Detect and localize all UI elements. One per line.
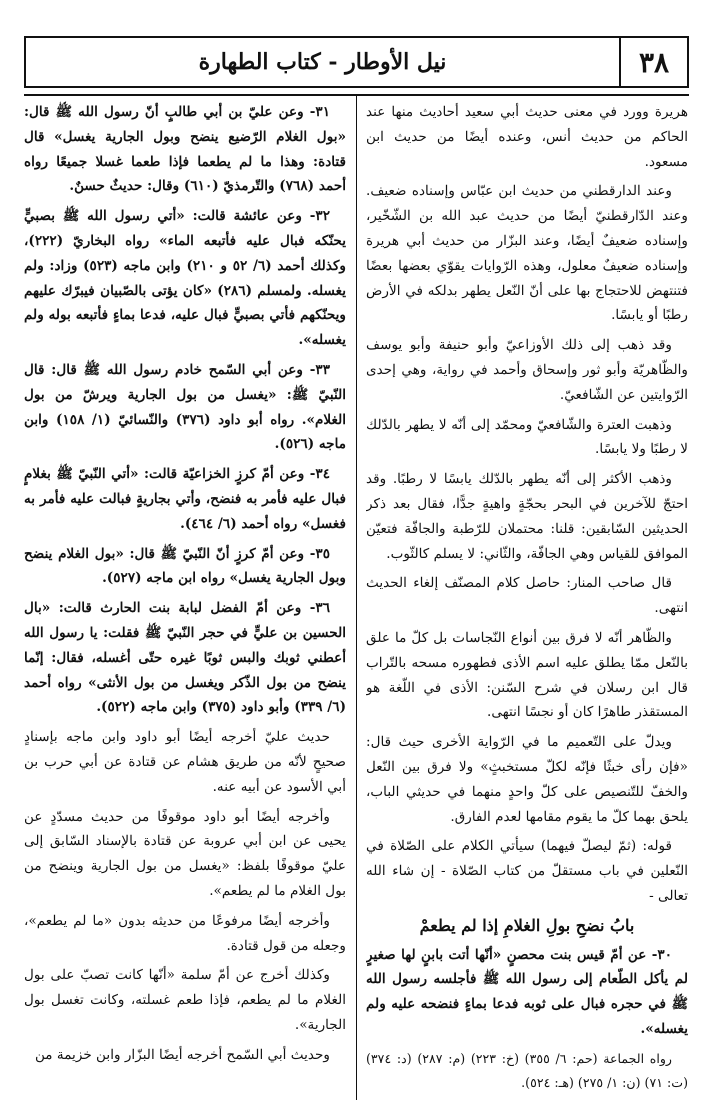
hadith-source: رواه الجماعة (حم: ٦/ ٣٥٥) (خ: ٢٢٣) (م: ٢٨٧) (د: ٣٧٤) (ت: ٧١) (ن: ١/ ٢٧٥) (هـ: ٥٢٤). (366, 1050, 688, 1091)
hadith-text: ٣٣- وعن أبي السّمح خادم رسول الله ﷺ قال: قال النّبيّ ﷺ: «يغسل من بول الجارية ويرشّ من بول الغلام». رواه أبو داود (٣٧٦) والنّسائيّ (١/ ١٥٨) وابن ماجه (٥٢٦). (24, 361, 346, 453)
paragraph: هريرة وورد في معنى حديث أبي سعيد أحاديث منها عند الحاكم من حديث أنس، وعنده أيضًا من حديث ابن مسعود. (366, 104, 688, 170)
paragraph: وكذلك أخرج عن أمّ سلمة «أنّها كانت تصبّ على بول الغلام ما لم يطعم، فإذا طعم غسلته، وكانت تغسل بول الجارية». (24, 967, 346, 1033)
column-divider (356, 96, 357, 1100)
page-number: ٣٨ (619, 38, 687, 86)
paragraph: وأخرجه أيضًا مرفوعًا من حديثه بدون «ما لم يطعم»، وجعله من قول قتادة. (24, 912, 346, 954)
hadith-text: ٣٦- وعن أمّ الفضل لبابة بنت الحارث قالت: «بال الحسين بن عليٍّ في حجر النّبيّ ﷺ فقلت: يا رسول الله أعطني ثوبك والبس ثوبًا غيره حتّى أغسله، فقال: إنّما ينضح من بول الذّكر ويغسل من بول الأنثى» رواه أحمد (٦/ ٣٣٩) وأبو داود (٣٧٥) وابن ماجه (٥٢٢). (24, 600, 346, 716)
hadith-text: ٣٠- عن أمّ قيس بنت محصنٍ «أنّها أتت بابنٍ لها صغيرٍ لم يأكل الطّعام إلى رسول الله ﷺ فأجلسه رسول الله ﷺ في حجره فبال على ثوبه فدعا بماءٍ فنضحه عليه ولم يغسله». (366, 946, 688, 1037)
paragraph: حديث عليّ أخرجه أيضًا أبو داود وابن ماجه بإسنادٍ صحيحٍ لأنّه من طريق هشام عن قتادة عن أبي حرب بن أبي الأسود عن أبيه عنه. (24, 729, 346, 795)
hadith-text: ٣٢- وعن عائشة قالت: «أتي رسول الله ﷺ بصبيٍّ يحنّكه فبال عليه فأتبعه الماء» رواه البخاريّ (٢٢٢)، وكذلك أحمد (٦/ ٥٢ و ٢١٠) وابن ماجه (٥٢٣) وزاد: ولم يغسله. ولمسلم (٢٨٦) «كان يؤتى بالصّبيان فيبرّك عليهم ويحنّكهم فأتي بصبيٍّ فبال عليه، فدعا بماءٍ فأتبعه بوله ولم يغسله». (24, 208, 346, 349)
paragraph: وذهب الأكثر إلى أنّه يطهر بالدّلك يابسًا لا رطبًا. وقد احتجّ للآخرين في البحر بحجّةٍ واهيةٍ جدًّا، فقال بعد ذكر الحديثين السّابقين: قلنا: محتملان للرّطبة والجافّة فتعيّن الموافق للقياس وهي الجافّة، والثّاني: لا يسلم كالثّوب. (366, 471, 688, 562)
left-column (24, 100, 346, 1100)
chapter-title: بابُ نضحِ بولِ الغلامِ إذا لم يطعمْ (419, 915, 635, 935)
running-title: نيل الأوطار - كتاب الطهارة (198, 49, 447, 75)
right-column (366, 100, 688, 1100)
paragraph: وأخرجه أيضًا أبو داود موقوفًا من حديث مسدّدٍ عن يحيى عن ابن أبي عروبة عن قتادة بالإسناد السّابق إلى عليّ موقوفًا بلفظ: «يغسل من بول الجارية وينضح من بول الغلام ما لم يطعم». (24, 808, 346, 899)
paragraph: وذهبت العترة والشّافعيّ ومحمّد إلى أنّه لا يطهر بالدّلك لا رطبًا ولا يابسًا. (366, 416, 688, 458)
paragraph: قوله: (ثمّ ليصلّ فيهما) سيأتي الكلام على الصّلاة في النّعلين في باب مستقلّ من كتاب الصّلاة - إن شاء الله تعالى - (366, 838, 688, 904)
paragraph: ويدلّ على التّعميم ما في الرّواية الأخرى حيث قال: «فإن رأى خبثًا فإنّه لكلّ مستخبثٍ» ولا فرق بين النّعل والخفّ للتّنصيص على كلّ واحدٍ منهما في حديثي الباب، يلحق بهما كلّ ما يقوم مقامها لعدم الفارق. (366, 734, 688, 825)
page-header (24, 36, 689, 88)
paragraph: وقد ذهب إلى ذلك الأوزاعيّ وأبو حنيفة وأبو يوسف والظّاهريّة وأبو ثور وإسحاق وأحمد في رواية، وهي إحدى الرّوايتين عن الشّافعيّ. (366, 337, 688, 403)
hadith-text: ٣٥- وعن أمّ كرزٍ أنّ النّبيّ ﷺ قال: «بول الغلام ينضح وبول الجارية يغسل» رواه ابن ماجه (٥٢٧). (24, 545, 346, 587)
paragraph: قال صاحب المنار: حاصل كلام المصنّف إلغاء الحديث انتهى. (366, 575, 688, 617)
paragraph: وحديث أبي السّمح أخرجه أيضًا البزّار وابن خزيمة من (34, 1046, 330, 1063)
paragraph: وعند الدارقطني من حديث ابن عبّاس وإسناده ضعيف. وعند الدّارقطنيّ أيضًا من حديث عبد الله بن الشّخّير، وإسناده ضعيفٌ أيضًا، وعند البزّار من حديث أبي هريرة وإسناده ضعيفٌ معلول، وهذه الرّوايات يقوّي بعضها بعضًا فتنتهض للاحتجاج بها على أنّ النّعل يطهر بدلكه في الأرض رطبًا أو يابسًا. (366, 183, 688, 324)
hadith-text: ٣٤- وعن أمّ كرزٍ الخزاعيّة قالت: «أتي النّبيّ ﷺ بغلامٍ فبال عليه فأمر به فنضح، وأتي بجاريةٍ فبالت عليه فأمر به فغسل» رواه أحمد (٦/ ٤٦٤). (24, 466, 346, 532)
paragraph: والظّاهر أنّه لا فرق بين أنواع النّجاسات بل كلّ ما علق بالنّعل ممّا يطلق عليه اسم الأذى فطهوره مسحه بالتّراب قال ابن رسلان في شرح السّنن: الأذى في اللّغة هو المستقذر طاهرًا كان أو نجسًا انتهى. (366, 629, 688, 721)
hadith-text: ٣١- وعن عليّ بن أبي طالبٍ أنّ رسول الله ﷺ قال: «بول الغلام الرّضيع ينضح وبول الجارية يغسل» قال قتادة: وهذا ما لم يطعما فإذا طعما غسلا جميعًا رواه أحمد (٧٦٨) والتّرمذيّ (٦١٠) وقال: حديثٌ حسنٌ. (24, 104, 346, 195)
